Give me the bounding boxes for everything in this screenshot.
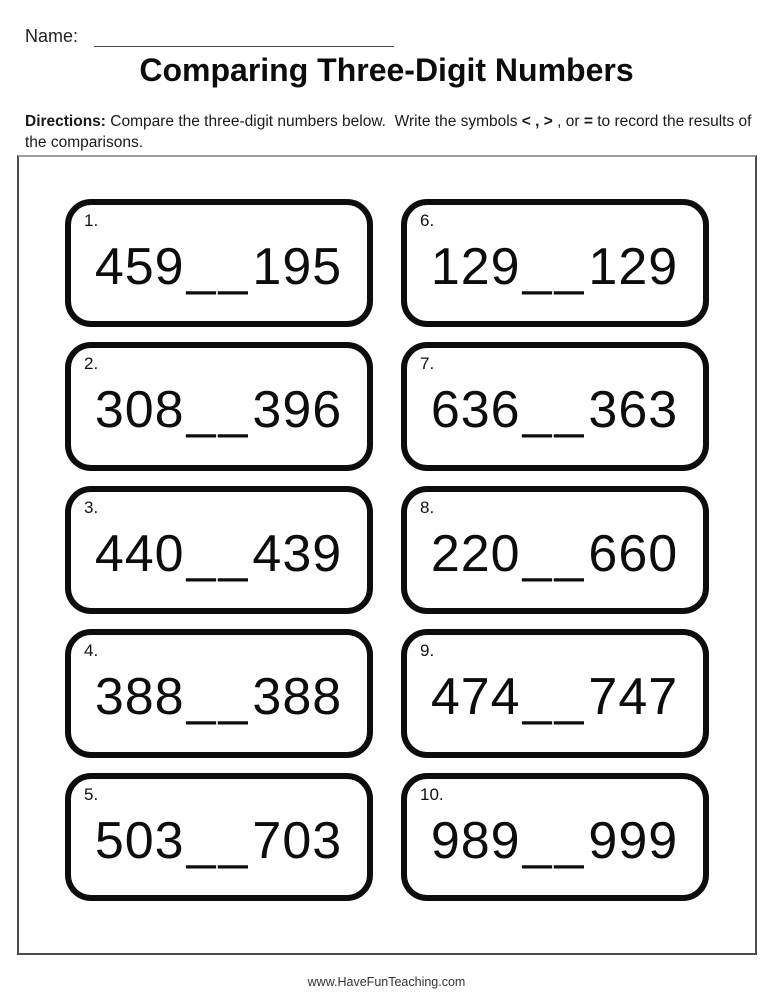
equals-symbol: = (583, 113, 593, 130)
problem-number: 8. (420, 497, 435, 517)
answer-blank[interactable]: __ (522, 668, 587, 727)
left-number: 129 (430, 238, 521, 297)
problem-card-5 (65, 773, 373, 901)
footer-url: www.HaveFunTeaching.com (307, 975, 466, 989)
comparison-expression (420, 796, 689, 885)
left-number: 459 (94, 238, 185, 297)
problem-card-6 (401, 199, 709, 327)
directions-text: Directions: Compare the three-digit numbers below. Write the symbols < , > , or = to record the results of the comparisons. (25, 113, 756, 151)
worksheet-frame (17, 155, 757, 955)
problem-number: 1. (84, 211, 99, 230)
problem-card-10 (401, 773, 709, 901)
left-number: 388 (94, 668, 185, 727)
right-number: 660 (588, 524, 679, 583)
comparison-expression (84, 223, 353, 312)
left-number: 636 (430, 381, 521, 440)
problem-card-7 (401, 342, 709, 470)
problems-grid (65, 199, 709, 901)
less-greater-symbols: < , > (521, 113, 553, 130)
problem-card-9 (401, 629, 709, 757)
left-number: 503 (94, 811, 185, 870)
problem-number: 3. (84, 497, 99, 517)
answer-blank[interactable]: __ (186, 238, 251, 297)
directions-label: Directions: (25, 113, 106, 130)
comparison-expression (84, 509, 353, 598)
comparison-expression (420, 509, 689, 598)
problem-card-1 (65, 199, 373, 327)
answer-blank[interactable]: __ (522, 238, 587, 297)
right-number: 396 (252, 381, 343, 440)
answer-blank[interactable]: __ (186, 811, 251, 870)
answer-blank[interactable]: __ (522, 524, 587, 583)
name-label: Name: (25, 26, 79, 46)
problem-number: 2. (84, 354, 99, 374)
comparison-expression (420, 653, 689, 742)
right-number: 439 (252, 524, 343, 583)
problem-card-4 (65, 629, 373, 757)
left-number: 474 (430, 668, 521, 727)
name-row (25, 26, 748, 47)
problem-card-2 (65, 342, 373, 470)
problem-number: 9. (420, 641, 435, 661)
answer-blank[interactable]: __ (186, 381, 251, 440)
comparison-expression (84, 796, 353, 885)
right-number: 388 (252, 668, 343, 727)
problem-number: 5. (84, 784, 99, 804)
left-number: 440 (94, 524, 185, 583)
right-number: 747 (588, 668, 679, 727)
right-number: 999 (588, 811, 679, 870)
right-number: 363 (588, 381, 679, 440)
answer-blank[interactable]: __ (522, 811, 587, 870)
answer-blank[interactable]: __ (186, 524, 251, 583)
comparison-expression (84, 653, 353, 742)
problem-card-8 (401, 486, 709, 614)
problem-number: 4. (84, 641, 99, 661)
problem-card-3 (65, 486, 373, 614)
left-number: 308 (94, 381, 185, 440)
comparison-expression (84, 366, 353, 455)
left-number: 989 (430, 811, 521, 870)
answer-blank[interactable]: __ (186, 668, 251, 727)
problem-number: 10. (420, 784, 444, 804)
right-number: 703 (252, 811, 343, 870)
comparison-expression (420, 223, 689, 312)
right-number: 195 (252, 238, 343, 297)
comparison-expression (420, 366, 689, 455)
left-number: 220 (430, 524, 521, 583)
problem-number: 6. (420, 211, 435, 230)
name-fill-in-line[interactable] (94, 27, 394, 47)
problem-number: 7. (420, 354, 435, 374)
page-title: Comparing Three-Digit Numbers (139, 52, 634, 88)
right-number: 129 (588, 238, 679, 297)
answer-blank[interactable]: __ (522, 381, 587, 440)
